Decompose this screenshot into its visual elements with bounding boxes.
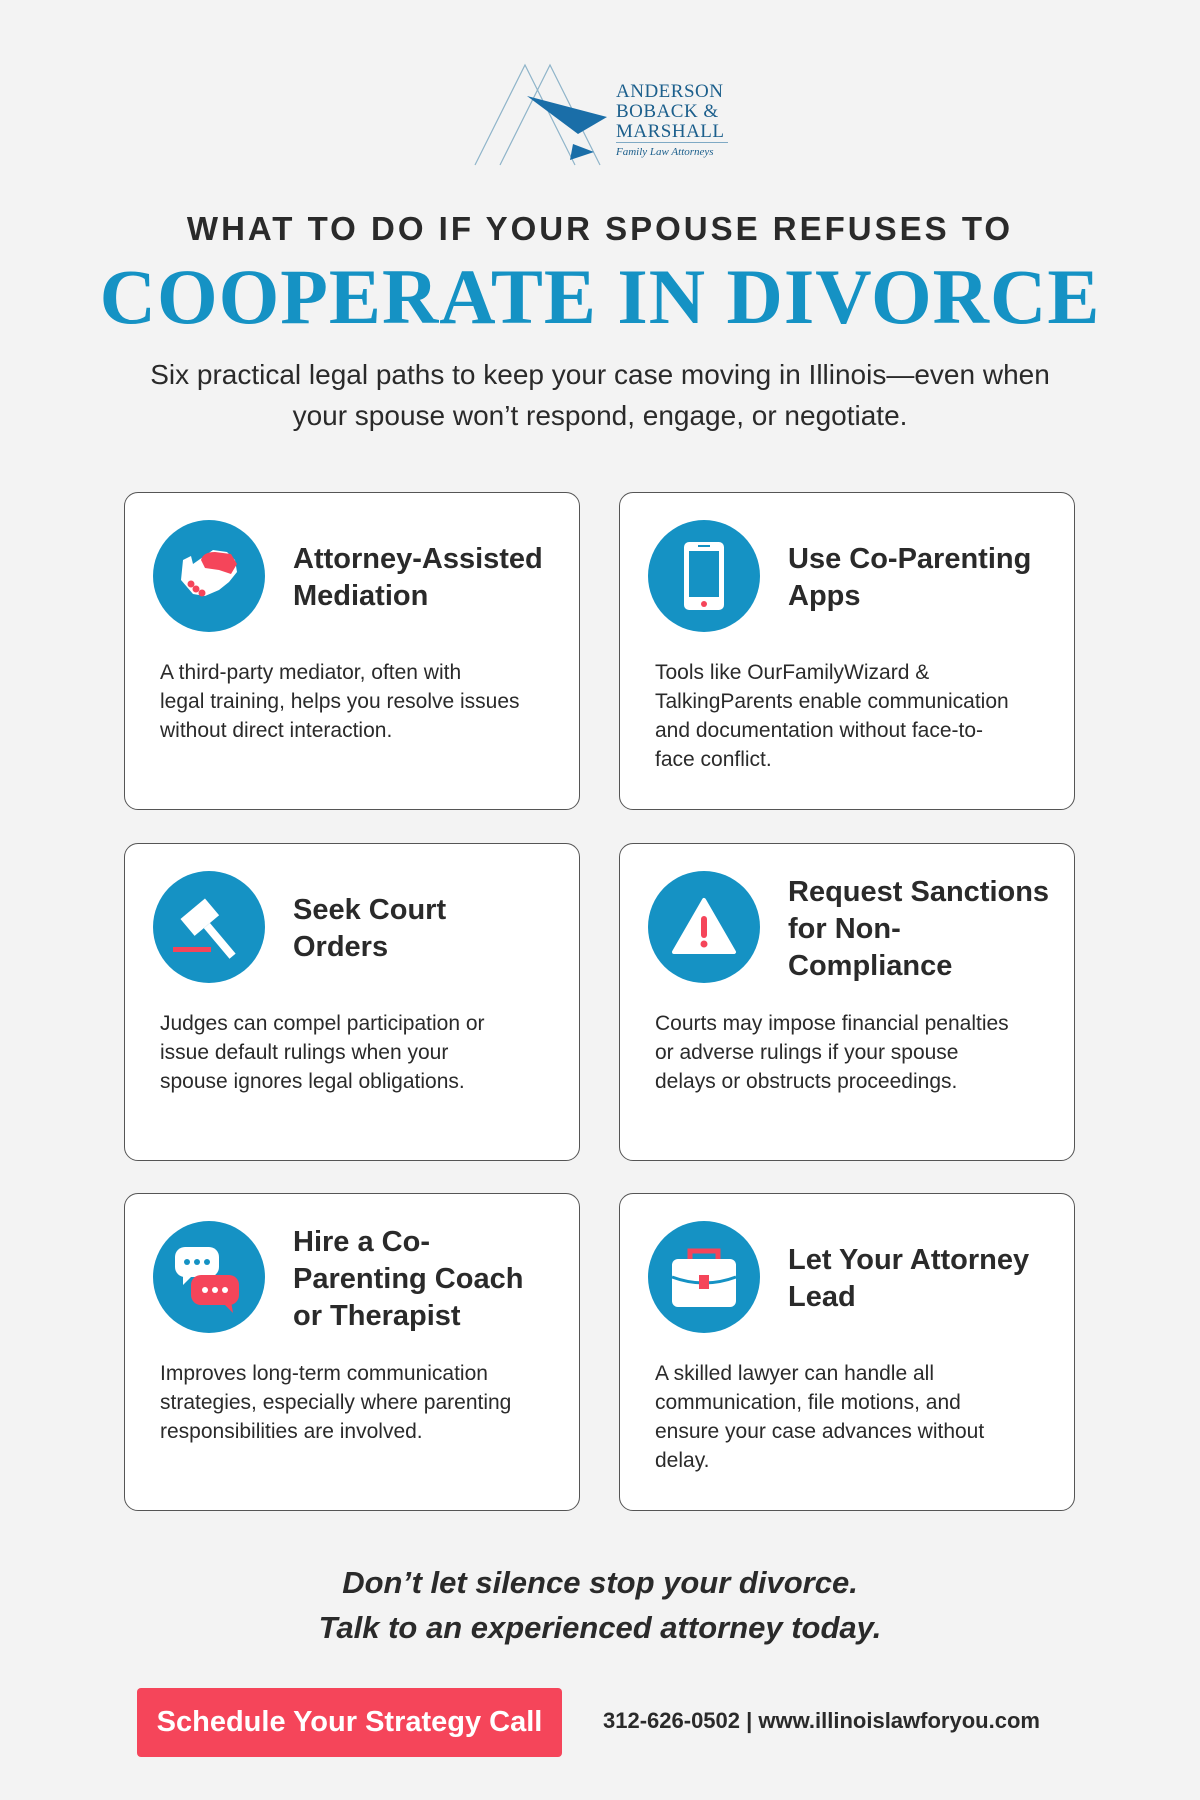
card-description: [655, 1359, 1055, 1475]
firm-logo: ANDERSON BOBACK & MARSHALL Family Law Attorneys: [470, 60, 740, 170]
card-title-line: Orders: [293, 931, 389, 963]
card-description: [160, 658, 560, 745]
card-description-line: spouse ignores legal obligations.: [160, 1070, 465, 1093]
gavel-icon: [153, 871, 265, 983]
card-title-line: Hire a Co-: [293, 1226, 430, 1258]
warning-icon: [648, 871, 760, 983]
closing-tagline: Don’t let silence stop your divorce. Talk to an experienced attorney today.: [318, 1565, 882, 1645]
card-title-line: Seek Court: [293, 894, 447, 926]
card-description-line: Improves long-term communication: [160, 1362, 488, 1385]
card-5: [124, 1193, 580, 1511]
card-title: [293, 892, 446, 966]
card-title-line: or Therapist: [293, 1300, 461, 1332]
logo-divider: [616, 142, 728, 143]
card-title-line: Parenting Coach: [293, 1263, 524, 1295]
card-description: [655, 1009, 1055, 1096]
handshake-icon: [153, 520, 265, 632]
card-description-line: strategies, especially where parenting: [160, 1391, 512, 1414]
card-description-line: communication, file motions, and: [655, 1391, 961, 1414]
chat-bubbles-icon: [153, 1221, 265, 1333]
card-title-line: for Non-: [788, 913, 901, 945]
card-description-line: Courts may impose financial penalties: [655, 1012, 1009, 1035]
subtitle: Six practical legal paths to keep your case moving in Illinois—even when your spouse won’t respond, engage, or negotiate.: [150, 359, 1050, 431]
card-title-line: Apps: [788, 580, 861, 612]
card-title: [788, 541, 1031, 615]
card-description-line: ensure your case advances without: [655, 1420, 985, 1443]
card-description-line: issue default rulings when your: [160, 1041, 449, 1064]
card-2: [619, 492, 1075, 810]
card-title-line: Compliance: [788, 950, 953, 982]
logo-mark-icon: [470, 60, 610, 170]
card-title: [788, 874, 1049, 985]
card-description-line: or adverse rulings if your spouse: [655, 1041, 959, 1064]
card-description-line: and documentation without face-to-: [655, 719, 984, 742]
card-description-line: delay.: [655, 1449, 710, 1472]
card-description-line: TalkingParents enable communication: [655, 690, 1009, 713]
card-title: [293, 541, 543, 615]
card-title-line: Let Your Attorney: [788, 1244, 1030, 1276]
card-description-line: Judges can compel participation or: [160, 1012, 485, 1035]
card-description-line: delays or obstructs proceedings.: [655, 1070, 958, 1093]
card-description-line: face conflict.: [655, 748, 772, 771]
card-title-line: Request Sanctions: [788, 876, 1050, 908]
card-3: [124, 843, 580, 1161]
card-4: [619, 843, 1075, 1161]
contact-info: 312-626-0502 | www.illinoislawforyou.com: [603, 1708, 1040, 1733]
card-description-line: A third-party mediator, often with: [160, 661, 462, 684]
card-description-line: without direct interaction.: [160, 719, 393, 742]
card-description: [160, 1359, 560, 1446]
card-1: [124, 492, 580, 810]
card-6: [619, 1193, 1075, 1511]
card-description-line: Tools like OurFamilyWizard &: [655, 661, 930, 684]
page-title: COOPERATE IN DIVORCE: [99, 253, 1101, 340]
kicker-heading: WHAT TO DO IF YOUR SPOUSE REFUSES TO: [186, 210, 1014, 247]
briefcase-icon: [648, 1221, 760, 1333]
card-description: [655, 658, 1055, 774]
card-description-line: responsibilities are involved.: [160, 1420, 423, 1443]
card-title-line: Mediation: [293, 580, 429, 612]
card-title-line: Attorney-Assisted: [293, 543, 543, 575]
card-title-line: Lead: [788, 1281, 856, 1313]
card-title-line: Use Co-Parenting: [788, 543, 1032, 575]
schedule-call-button[interactable]: Schedule Your Strategy Call: [137, 1688, 562, 1757]
card-description-line: legal training, helps you resolve issues: [160, 690, 520, 713]
card-description-line: A skilled lawyer can handle all: [655, 1362, 934, 1385]
smartphone-icon: [648, 520, 760, 632]
card-title: [788, 1242, 1029, 1316]
card-title: [293, 1224, 523, 1335]
card-description: [160, 1009, 560, 1096]
